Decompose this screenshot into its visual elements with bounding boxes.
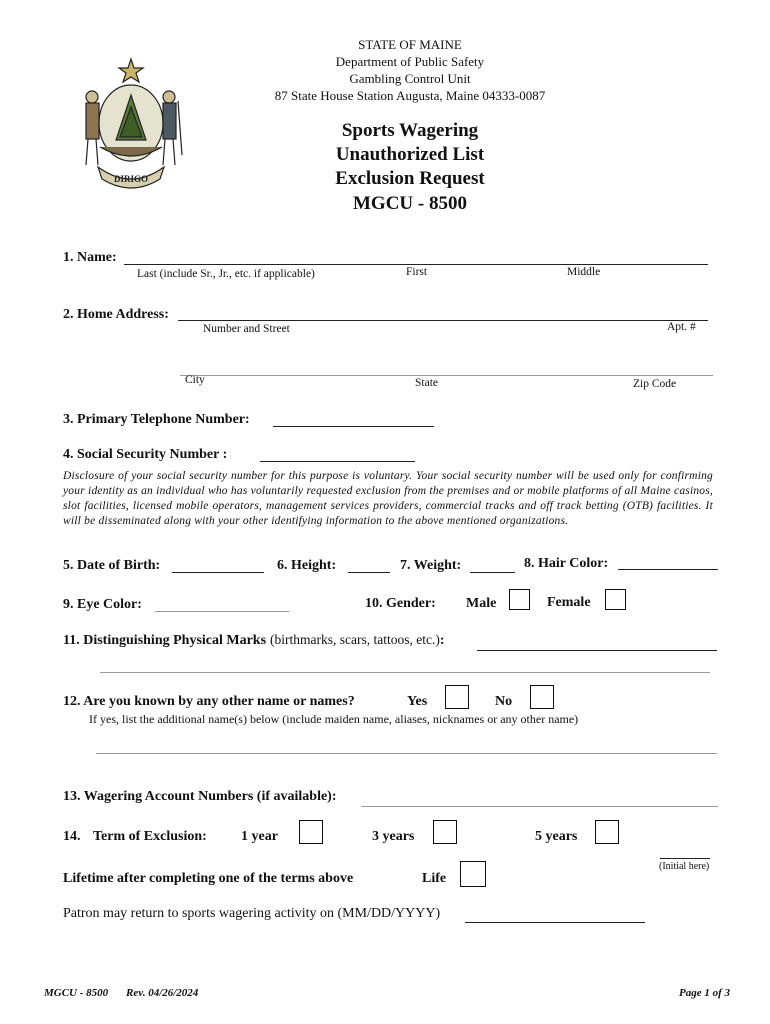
gender-label: 10. Gender: [365,596,436,611]
return-date-label: Patron may return to sports wagering activity on (MM/DD/YYYY) [63,906,441,921]
gender-male-label: Male [466,596,497,611]
other-names-yes-checkbox[interactable] [445,685,469,709]
seal-motto: DIRIGO [113,174,149,184]
street-caption: Number and Street [203,323,290,335]
phone-label: 3. Primary Telephone Number: [63,412,250,427]
physical-marks-hint: (birthmarks, scars, tattoos, etc.) [270,632,440,647]
form-number: MGCU - 8500 [353,193,467,214]
term-5-years-checkbox[interactable] [595,820,619,844]
gender-male-checkbox[interactable] [509,589,530,610]
name-middle-caption: Middle [567,266,601,278]
eye-color-field[interactable] [155,611,289,612]
zip-caption: Zip Code [633,378,677,390]
footer-form-id: MGCU - 8500 [44,987,109,999]
return-date-field[interactable] [465,922,645,923]
wagering-accounts-label: 13. Wagering Account Numbers (if available): [63,789,337,804]
footer-revision: Rev. 04/26/2024 [126,987,199,999]
city-state-zip-field[interactable] [180,375,713,376]
term-1-year-checkbox[interactable] [299,820,323,844]
initial-field[interactable] [660,858,710,859]
lifetime-label: Lifetime after completing one of the terms above [63,871,354,886]
gender-female-checkbox[interactable] [605,589,626,610]
other-names-no-checkbox[interactable] [530,685,554,709]
term-5-years-label: 5 years [535,829,578,844]
eye-color-label: 9. Eye Color: [63,597,142,612]
term-1-year-label: 1 year [241,829,278,844]
initial-caption: (Initial here) [659,861,710,872]
gender-female-label: Female [547,595,591,610]
physical-marks-label [63,631,445,649]
apt-caption: Apt. # [667,321,696,333]
name-first-caption: First [406,266,428,278]
weight-label: 7. Weight: [400,558,462,573]
physical-marks-colon: : [439,633,445,648]
term-label: Term of Exclusion: [93,829,207,844]
department-name: Department of Public Safety [335,54,485,69]
term-3-years-checkbox[interactable] [433,820,457,844]
physical-marks-field[interactable] [477,650,717,651]
wagering-accounts-field[interactable] [361,806,718,807]
dob-field[interactable] [172,572,264,573]
name-last-caption: Last (include Sr., Jr., etc. if applicable) [137,268,315,280]
unit-name: Gambling Control Unit [349,71,471,86]
term-3-years-label: 3 years [372,829,415,844]
physical-marks-title: 11. Distinguishing Physical Marks [63,633,267,648]
other-names-yes-label: Yes [407,694,428,709]
life-label: Life [422,871,447,886]
ssn-label: 4. Social Security Number : [63,447,228,462]
ssn-field[interactable] [260,461,415,462]
name-label: 1. Name: [63,250,117,265]
other-names-no-label: No [495,694,513,709]
ssn-disclosure: Disclosure of your social security number for this purpose is voluntary. Your social security number will be used only for confirming your identity as an individual who has voluntarily requested exclusion from the premises and or mobile platforms of all Maine casinos, slot facilities, licensed mobile operators, management services providers, commercial tracks and off track betting (OTB) facilities. It will be disseminated along with your other identifying information to the above mentioned organizations. [63,470,713,527]
hair-color-field[interactable] [618,569,718,570]
phone-field[interactable] [273,426,434,427]
city-caption: City [185,374,205,386]
form-title-line-2: Unauthorized List [335,144,485,165]
state-caption: State [415,377,438,389]
physical-marks-field-2[interactable] [100,672,710,673]
form-title-line-1: Sports Wagering [341,120,479,141]
other-names-instructions: If yes, list the additional name(s) below (include maiden name, aliases, nicknames or any other name) [89,712,579,726]
name-field[interactable] [124,264,708,265]
other-names-field[interactable] [96,753,717,754]
life-checkbox[interactable] [460,861,486,887]
height-field[interactable] [348,572,390,573]
form-title-line-3: Exclusion Request [335,168,485,189]
street-address-field[interactable] [178,320,708,321]
state-seal [76,55,186,195]
height-label: 6. Height: [277,558,337,573]
agency-address: 87 State House Station Augusta, Maine 04333-0087 [274,88,546,103]
hair-color-label: 8. Hair Color: [524,556,609,571]
term-number: 14. [63,829,81,844]
address-label: 2. Home Address: [63,307,169,322]
weight-field[interactable] [470,572,515,573]
agency-name: STATE OF MAINE [358,37,462,52]
footer-page-number: Page 1 of 3 [679,987,731,999]
dob-label: 5. Date of Birth: [63,558,161,573]
other-names-label: 12. Are you known by any other name or names? [63,694,355,709]
